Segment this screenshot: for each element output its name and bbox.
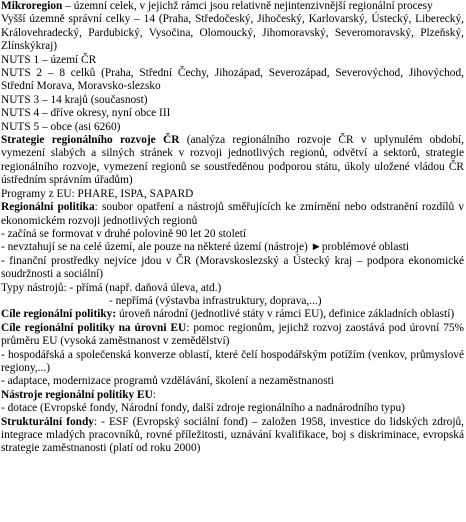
term-strukturalni-fondy: Strukturální fondy	[1, 415, 94, 428]
text-nuts3: NUTS 3 – 14 krajů (současnost)	[1, 93, 148, 106]
paragraph-adaptace	[1, 375, 464, 388]
text-mikroregion: – územní celek, v jejichž rámci jsou relativně nejintenzivnější regionální procesy	[62, 0, 433, 12]
paragraph-cile-eu	[1, 322, 464, 349]
term-mikroregion: Mikroregion	[1, 0, 63, 12]
text-financni: - finanční prostředky nejvíce jdou v ČR (Moravskoslezský a Ústecký kraj – podpora ekonomické soudržnosti a sociální)	[1, 254, 464, 281]
text-nuts5: NUTS 5 – obce (asi 6260)	[1, 120, 121, 133]
paragraph-regionalni-politika	[1, 201, 464, 228]
paragraph-strukturalni-fondy	[1, 416, 464, 456]
text-cile-eu: : pomoc regionům, jejichž rozvoj zaostává pod úrovní 75% průměru EU (vysoká zaměstnanost v zemědělství)	[1, 321, 464, 348]
paragraph-formovat	[1, 228, 464, 241]
text-typy-nastroju: Typy nástrojů: - přímá (např. daňová úleva, atd.)	[1, 281, 222, 294]
paragraph-typy-nastroju	[1, 282, 464, 295]
paragraph-strategie	[1, 134, 464, 188]
text-nastroje-eu: :	[152, 388, 156, 401]
text-strategie: (analýza regionálního rozvoje ČR v uplynulém období, vymezení slabých a silných stránek v rozvoji jednotlivých regionů, odvětví a sektorů, strategie regionálního rozvoje, vymezení regionů se soustředěnou podporou státu, úkoly uložené vládou ČR ústředním správním úřadům)	[1, 134, 464, 187]
paragraph-nastroje-eu	[1, 389, 464, 402]
term-cile: Cíle regionální politiky:	[1, 308, 117, 321]
text-dotace: - dotace (Evropské fondy, Národní fondy, další zdroje regionálního a nadnárodního typu)	[1, 402, 405, 415]
paragraph-programy	[1, 188, 464, 201]
text-nuts2: NUTS 2 – 8 celků (Praha, Střední Čechy, Jihozápad, Severozápad, Severovýchod, Jihovýchod, Střední Morava, Moravsko-slezsko	[1, 67, 464, 93]
term-strategie: Strategie regionálního rozvoje ČR	[1, 134, 180, 147]
paragraph-vusc	[1, 13, 464, 53]
text-vusc: Vyšší územně správní celky – 14 (Praha, Středočeský, Jihočeský, Karlovarský, Ústecký, Liberecký, Královehradecký, Pardubický, Vysočina, Olomoucký, Jihomoravský, Severomoravský, Plzeňský, Zlínskýkraj)	[1, 13, 464, 53]
text-strukturalni-fondy: : - ESF (Evropský sociální fond) – založen 1958, investice do lidských zdrojů, integrace mladých pracovníků, rovné příležitosti, uznávání kvalifikace, boj s diskriminace, evropská strategie zaměstnanosti (platí od roku 2000)	[1, 415, 464, 455]
paragraph-cile	[1, 308, 464, 321]
paragraph-konverze	[1, 349, 464, 376]
paragraph-dotace	[1, 402, 464, 415]
text-programy: Programy z EU: PHARE, ISPA, SAPARD	[1, 187, 194, 200]
text-regionalni-politika: : soubor opatření a nástrojů směřujících ke zmírnění nebo odstranění rozdílů v ekonomickém rozvoji jednotlivých regionů	[1, 201, 464, 227]
term-regionalni-politika: Regionální politika	[1, 201, 95, 214]
text-adaptace: - adaptace, modernizace programů vzdělávání, školení a nezaměstnanosti	[1, 375, 334, 388]
text-nuts1: NUTS 1 – území ČR	[1, 53, 97, 66]
paragraph-nevztahuji	[1, 241, 464, 254]
text-nevztahuji: - nevztahují se na celé území, ale pouze na některé území (nástroje) ►problémové oblasti	[1, 241, 410, 254]
text-konverze: - hospodářská a společenská konverze oblastí, které čelí hospodářským potížím (venkov, průmyslové regiony,...)	[1, 348, 464, 374]
text-formovat: - začíná se formovat v druhé polovině 90 let 20 století	[1, 227, 247, 240]
text-nuts4: NUTS 4 – dříve okresy, nyní obce III	[1, 107, 171, 120]
paragraph-nuts3	[1, 94, 464, 107]
term-nastroje-eu: Nástroje regionální politiky EU	[1, 388, 153, 401]
paragraph-nuts4	[1, 107, 464, 120]
term-cile-eu: Cíle regionální politiky na úrovni EU	[1, 321, 187, 334]
paragraph-nuts5	[1, 121, 464, 134]
text-cile: úroveň národní (jednotlivé státy v rámci EU), definice základních oblastí)	[116, 308, 455, 321]
paragraph-financni	[1, 255, 464, 282]
paragraph-nuts2	[1, 67, 464, 94]
paragraph-mikroregion	[1, 0, 464, 13]
text-neprima: - nepřímá (výstavba infrastruktury, doprava,...)	[109, 294, 322, 307]
paragraph-neprima	[1, 295, 464, 308]
paragraph-nuts1	[1, 54, 464, 67]
